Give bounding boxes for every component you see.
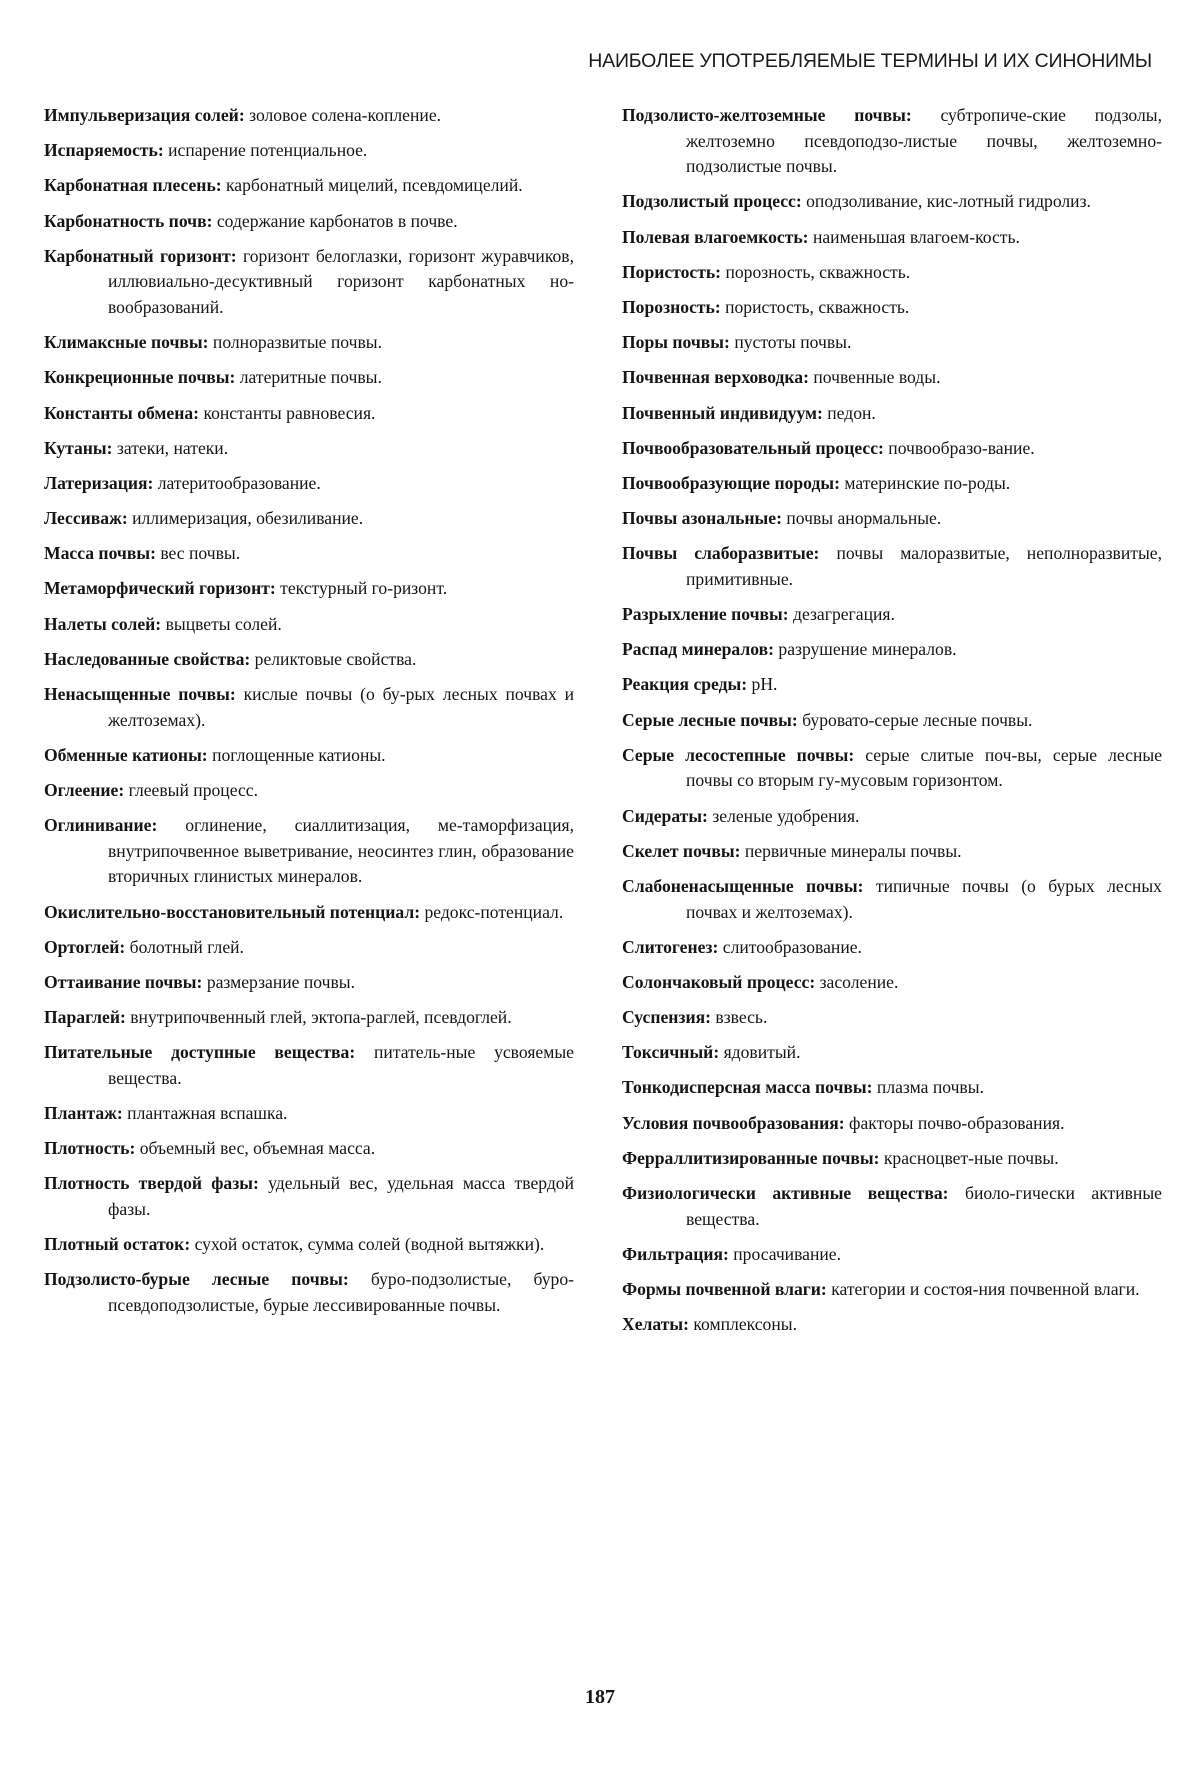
glossary-entry	[44, 1136, 574, 1162]
glossary-entry	[622, 637, 1162, 663]
glossary-entry	[44, 506, 574, 532]
glossary-term: Карбонатная плесень:	[44, 175, 222, 196]
glossary-entry	[622, 260, 1162, 286]
glossary-synonyms: зеленые удобрения.	[712, 805, 860, 826]
glossary-entry	[44, 1005, 574, 1031]
glossary-entry	[622, 935, 1162, 961]
glossary-term: Карбонатность почв:	[44, 210, 213, 231]
glossary-synonyms: удельный вес, удельная масса твердой фазы.	[108, 1173, 574, 1220]
glossary-synonyms: слитообразование.	[722, 936, 862, 957]
glossary-synonyms: внутрипочвенный глей, эктопа-раглей, псевдоглей.	[130, 1007, 512, 1028]
glossary-synonyms: педон.	[827, 402, 876, 423]
glossary-entry	[44, 1171, 574, 1222]
glossary-term: Латеризация:	[44, 472, 154, 493]
glossary-entry	[622, 1146, 1162, 1172]
glossary-entry	[44, 541, 574, 567]
glossary-synonyms: категории и состоя-ния почвенной влаги.	[831, 1279, 1140, 1299]
glossary-entry	[44, 330, 574, 356]
glossary-synonyms: первичные минералы почвы.	[744, 840, 962, 861]
glossary-synonyms: почвы малоразвитые, неполноразвитые, примитивные.	[686, 543, 1162, 589]
glossary-term: Поры почвы:	[622, 332, 730, 353]
glossary-entry	[44, 244, 574, 321]
running-head: НАИБОЛЕЕ УПОТРЕБЛЯЕМЫЕ ТЕРМИНЫ И ИХ СИНОНИМЫ	[588, 50, 1152, 72]
glossary-entry	[44, 401, 574, 427]
glossary-synonyms: латеритные почвы.	[239, 367, 382, 388]
glossary-term: Оттаивание почвы:	[44, 971, 203, 992]
glossary-entry	[44, 612, 574, 638]
glossary-entry	[622, 839, 1162, 865]
glossary-term: Сидераты:	[622, 805, 708, 826]
glossary-synonyms: факторы почво-образования.	[849, 1112, 1065, 1133]
glossary-synonyms: текстурный го-ризонт.	[280, 578, 448, 599]
glossary-term: Ферраллитизированные почвы:	[622, 1147, 880, 1168]
glossary-term: Почвообразовательный процесс:	[622, 437, 884, 458]
glossary-term: Почвообразующие породы:	[622, 472, 840, 493]
glossary-synonyms: поглощенные катионы.	[212, 744, 386, 765]
glossary-entry	[622, 1242, 1162, 1268]
glossary-term: Налеты солей:	[44, 613, 162, 634]
glossary-entry	[44, 138, 574, 164]
glossary-term: Пористость:	[622, 261, 722, 282]
glossary-term: Лессиваж:	[44, 508, 128, 529]
glossary-synonyms: наименьшая влагоем-кость.	[812, 226, 1020, 247]
glossary-entry	[44, 935, 574, 961]
glossary-entry	[622, 602, 1162, 628]
glossary-synonyms: болотный глей.	[129, 936, 244, 957]
glossary-synonyms: почвенные воды.	[813, 367, 941, 388]
glossary-entry	[44, 1101, 574, 1127]
glossary-term: Плотность:	[44, 1138, 136, 1159]
glossary-term: Константы обмена:	[44, 402, 200, 423]
glossary-synonyms: золовое солена-копление.	[249, 105, 442, 125]
glossary-synonyms: испарение потенциальное.	[168, 140, 368, 161]
glossary-term: Плантаж:	[44, 1103, 123, 1124]
glossary-entry	[622, 330, 1162, 356]
glossary-term: Параглей:	[44, 1007, 126, 1028]
glossary-synonyms: просачивание.	[733, 1243, 842, 1264]
glossary-synonyms: оглинение, сиаллитизация, ме-таморфизация, внутрипочвенное выветривание, неосинтез глин, образование вторичных глинистых минералов.	[108, 815, 574, 887]
glossary-term: Серые лесные почвы:	[622, 709, 798, 730]
glossary-term: Хелаты:	[622, 1314, 689, 1335]
glossary-entry	[44, 471, 574, 497]
glossary-synonyms: полноразвитые почвы.	[212, 332, 383, 353]
glossary-synonyms: глеевый процесс.	[128, 779, 258, 800]
glossary-term: Оглеение:	[44, 779, 125, 800]
glossary-entry	[44, 436, 574, 462]
glossary-synonyms: содержание карбонатов в почве.	[216, 210, 458, 231]
glossary-synonyms: буро-подзолистые, буро-псевдоподзолистые, бурые лессивированные почвы.	[108, 1269, 574, 1315]
glossary-entry	[44, 173, 574, 199]
glossary-term: Подзолисто-желтоземные почвы:	[622, 105, 912, 125]
glossary-synonyms: дезагрегация.	[793, 604, 895, 625]
glossary-term: Фильтрация:	[622, 1243, 729, 1264]
glossary-synonyms: выцветы солей.	[165, 613, 282, 634]
glossary-entry	[44, 647, 574, 673]
glossary-entry	[622, 743, 1162, 794]
glossary-term: Тонкодисперсная масса почвы:	[622, 1077, 873, 1098]
glossary-entry	[622, 708, 1162, 734]
glossary-term: Суспензия:	[622, 1007, 711, 1028]
glossary-entry	[622, 401, 1162, 427]
glossary-synonyms: питатель-ные усвояемые вещества.	[108, 1042, 574, 1088]
glossary-term: Конкреционные почвы:	[44, 367, 236, 388]
glossary-entry	[622, 506, 1162, 532]
glossary-term: Разрыхление почвы:	[622, 604, 789, 625]
glossary-term: Импульверизация солей:	[44, 105, 245, 125]
glossary-synonyms: pH.	[751, 674, 778, 695]
glossary-synonyms: биоло-гически активные вещества.	[686, 1183, 1162, 1229]
glossary-term: Подзолисто-бурые лесные почвы:	[44, 1269, 349, 1290]
glossary-entry	[622, 874, 1162, 925]
glossary-synonyms: затеки, натеки.	[116, 437, 229, 458]
glossary-term: Плотность твердой фазы:	[44, 1173, 259, 1194]
glossary-term: Кутаны:	[44, 437, 113, 458]
glossary-entry	[622, 189, 1162, 215]
page-number: 187	[585, 1686, 615, 1708]
glossary-entry	[44, 682, 574, 733]
glossary-term: Оглинивание:	[44, 815, 158, 836]
glossary-term: Скелет почвы:	[622, 840, 741, 861]
glossary-synonyms: почвообразо-вание.	[888, 437, 1035, 458]
glossary-entry	[44, 1040, 574, 1091]
glossary-synonyms: порозность, скважность.	[725, 261, 911, 282]
glossary-synonyms: типичные почвы (о бурых лесных почвах и желтоземах).	[686, 875, 1162, 922]
glossary-term: Полевая влагоемкость:	[622, 226, 809, 247]
glossary-entry	[44, 900, 574, 926]
glossary-entry	[622, 970, 1162, 996]
glossary-synonyms: латеритообразование.	[157, 472, 321, 493]
glossary-synonyms: размерзание почвы.	[206, 971, 356, 992]
glossary-term: Питательные доступные вещества:	[44, 1042, 356, 1063]
glossary-entry	[44, 743, 574, 769]
glossary-term: Солончаковый процесс:	[622, 971, 816, 992]
glossary-entry	[44, 365, 574, 391]
glossary-entry	[622, 541, 1162, 592]
glossary-term: Климаксные почвы:	[44, 332, 209, 353]
glossary-term: Токсичный:	[622, 1042, 720, 1063]
glossary-entry	[44, 1232, 574, 1258]
glossary-synonyms: засоление.	[819, 971, 899, 992]
glossary-term: Подзолистый процесс:	[622, 191, 802, 212]
glossary-term: Почвенный индивидуум:	[622, 402, 823, 423]
glossary-synonyms: взвесь.	[715, 1007, 768, 1028]
glossary-synonyms: материнские по-роды.	[844, 472, 1011, 493]
glossary-term: Порозность:	[622, 296, 721, 317]
glossary-synonyms: пустоты почвы.	[734, 332, 852, 353]
glossary-synonyms: сухой остаток, сумма солей (водной вытяжки).	[194, 1234, 545, 1255]
glossary-entry	[44, 576, 574, 602]
glossary-synonyms: объемный вес, объемная масса.	[139, 1138, 376, 1159]
glossary-term: Формы почвенной влаги:	[622, 1279, 827, 1299]
glossary-entry	[622, 1181, 1162, 1232]
glossary-entry	[622, 103, 1162, 180]
glossary-entry	[622, 471, 1162, 497]
glossary-term: Метаморфический горизонт:	[44, 578, 276, 599]
glossary-term: Карбонатный горизонт:	[44, 245, 237, 266]
glossary-synonyms: оподзоливание, кис-лотный гидролиз.	[806, 191, 1091, 212]
glossary-entry	[622, 365, 1162, 391]
glossary-synonyms: реликтовые свойства.	[254, 648, 417, 669]
glossary-term: Условия почвообразования:	[622, 1112, 845, 1133]
glossary-synonyms: красноцвет-ные почвы.	[883, 1147, 1059, 1168]
glossary-term: Обменные катионы:	[44, 744, 208, 765]
glossary-term: Окислительно-восстановительный потенциал:	[44, 901, 421, 922]
glossary-synonyms: горизонт белоглазки, горизонт журавчиков, иллювиально-десуктивный горизонт карбонатных но-вообразований.	[108, 245, 574, 317]
glossary-entry	[44, 970, 574, 996]
glossary-synonyms: почвы анормальные.	[786, 508, 942, 529]
glossary-entry	[622, 1277, 1162, 1303]
glossary-term: Почвы азональные:	[622, 508, 782, 529]
glossary-term: Почвенная верховодка:	[622, 367, 809, 388]
glossary-synonyms: плантажная вспашка.	[127, 1103, 288, 1124]
glossary-synonyms: карбонатный мицелий, псевдомицелий.	[226, 175, 523, 196]
glossary-synonyms: плазма почвы.	[876, 1077, 984, 1098]
glossary-term: Наследованные свойства:	[44, 648, 251, 669]
glossary-entry	[44, 778, 574, 804]
glossary-synonyms: буровато-серые лесные почвы.	[802, 709, 1033, 730]
glossary-term: Испаряемость:	[44, 140, 164, 161]
glossary-synonyms: пористость, скважность.	[725, 296, 910, 317]
glossary-synonyms: иллимеризация, обезиливание.	[132, 508, 364, 529]
glossary-term: Плотный остаток:	[44, 1234, 191, 1255]
glossary-synonyms: константы равновесия.	[203, 402, 376, 423]
glossary-synonyms: субтропиче-ские подзолы, желтоземно псевдоподзо-листые почвы, желтоземно-подзолистые почвы.	[686, 105, 1162, 177]
glossary-entry	[622, 436, 1162, 462]
glossary-term: Ортоглей:	[44, 936, 126, 957]
glossary-term: Слабоненасыщенные почвы:	[622, 875, 864, 896]
glossary-entry	[622, 1075, 1162, 1101]
glossary-term: Реакция среды:	[622, 674, 748, 695]
glossary-synonyms: ядовитый.	[723, 1042, 801, 1063]
glossary-term: Распад минералов:	[622, 639, 774, 660]
glossary-term: Физиологически активные вещества:	[622, 1183, 949, 1204]
glossary-term: Серые лесостепные почвы:	[622, 744, 855, 765]
glossary-synonyms: серые слитые поч-вы, серые лесные почвы со вторым гу-мусовым горизонтом.	[686, 744, 1163, 791]
glossary-entry	[622, 295, 1162, 321]
glossary-entry	[622, 225, 1162, 251]
left-column	[44, 103, 574, 1328]
glossary-entry	[44, 1267, 574, 1318]
glossary-synonyms: вес почвы.	[160, 543, 241, 564]
glossary-entry	[622, 1111, 1162, 1137]
glossary-term: Масса почвы:	[44, 543, 156, 564]
glossary-entry	[44, 813, 574, 890]
glossary-entry	[622, 672, 1162, 698]
glossary-entry	[622, 1312, 1162, 1338]
right-column	[622, 103, 1162, 1347]
glossary-term: Слитогенез:	[622, 936, 719, 957]
glossary-synonyms: комплексоны.	[693, 1314, 797, 1335]
glossary-entry	[622, 804, 1162, 830]
glossary-entry	[44, 209, 574, 235]
glossary-entry	[44, 103, 574, 129]
glossary-synonyms: редокс-потенциал.	[424, 901, 564, 922]
glossary-synonyms: разрушение минералов.	[778, 639, 957, 660]
glossary-synonyms: кислые почвы (о бу-рых лесных почвах и желтоземах).	[108, 684, 575, 730]
glossary-term: Ненасыщенные почвы:	[44, 684, 236, 704]
glossary-term: Почвы слаборазвитые:	[622, 543, 820, 564]
glossary-entry	[622, 1005, 1162, 1031]
glossary-entry	[622, 1040, 1162, 1066]
